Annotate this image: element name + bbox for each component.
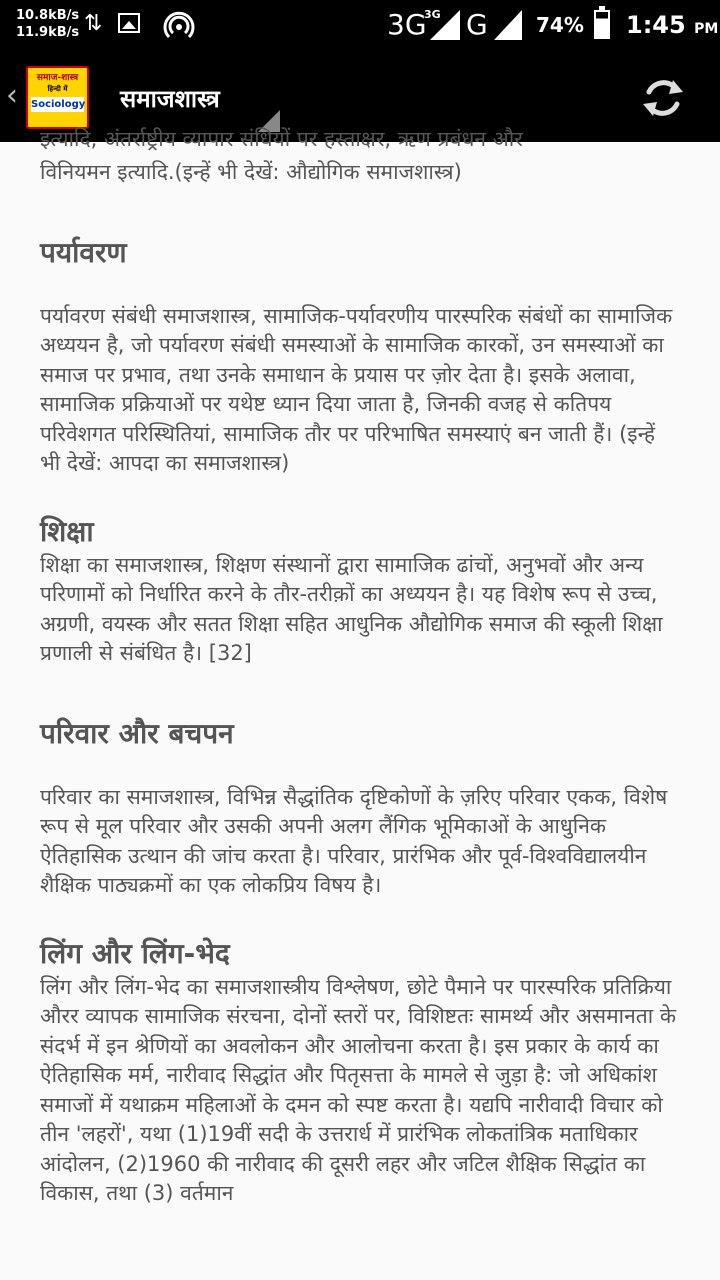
app-title[interactable]: समाजशास्त्र bbox=[120, 85, 220, 113]
net-down-speed: 10.8kB/s bbox=[16, 8, 80, 23]
article-content[interactable] bbox=[0, 127, 720, 1280]
section-body-environment: पर्यावरण संबंधी समाजशास्त्र, सामाजिक-पर्यावरणीय पारस्परिक संबंधों का सामाजिक अध्ययन है, जो पर्यावरण संबंधी समस्याओं के सामाजिक कारकों, उन समस्याओं का समाज पर प्रभाव, तथा उनके समाधान के प्रयास पर ज़ोर देता है। इसके अलावा, सामाजिक प्रक्रियाओं पर यथेष्ट ध्यान दिया जाता है, जिनकी वजह से कतिपय परिवेशगत परिस्थितियां, सामाजिक तौर पर परिभाषित समस्याएं बन जाती हैं। (इन्हें भी देखें: आपदा का समाजशास्त्र) bbox=[40, 303, 673, 475]
clock-suffix: PM bbox=[694, 21, 719, 37]
section-body-family: परिवार का समाजशास्त्र, विभिन्न सैद्धांतिक दृष्टिकोणों के ज़रिए परिवार एकक, विशेष रूप से मूल परिवार और उसकी अपनी अलग लैंगिक भूमिकाओं के आधुनिक ऐतिहासिक उत्थान की जांच करता है। परिवार, प्रारंभिक और पूर्व-विश्वविद्यालयीन शैक्षिक पाठ्यक्रमों का एक लोकप्रिय विषय है। bbox=[40, 784, 668, 897]
network-type-3g-small: 3G bbox=[424, 8, 441, 21]
data-transfer-icon: ⇅ bbox=[84, 11, 103, 36]
clock bbox=[626, 11, 718, 39]
signal-strength-icon bbox=[430, 10, 460, 40]
back-chevron-icon[interactable]: ‹ bbox=[6, 78, 18, 113]
logo-top-text: समाज-शास्त्र bbox=[36, 73, 79, 83]
app-logo[interactable] bbox=[26, 66, 89, 129]
status-bar bbox=[0, 0, 720, 52]
clock-time: 1:45 bbox=[626, 11, 686, 39]
network-speed bbox=[16, 7, 79, 41]
battery-percent: 74% bbox=[536, 13, 584, 37]
hotspot-icon bbox=[164, 10, 194, 44]
network-type-g: G bbox=[466, 8, 488, 41]
network-type-3g: 3G bbox=[387, 8, 427, 41]
cut-off-line: इत्यादि, अंतर्राष्ट्रीय व्यापार संधियों पर हस्ताक्षर, ऋण प्रबंधन और bbox=[40, 127, 523, 151]
section-heading-family: परिवार और बचपन bbox=[40, 716, 234, 750]
logo-bottom-text: Sociology bbox=[31, 99, 86, 110]
section-heading-environment: पर्यावरण bbox=[40, 235, 127, 269]
section-body-education: शिक्षा का समाजशास्त्र, शिक्षण संस्थानों द्वारा सामाजिक ढांचों, अनुभवों और अन्य परिणामों को निर्धारित करने के तौर-तरीक़ों का अध्ययन है। यह विशेष रूप से उच्च, अग्रणी, वयस्क और सतत शिक्षा सहित आधुनिक औद्योगिक समाज की स्कूली शिक्षा प्रणाली से संबंधित है। [32] bbox=[40, 552, 663, 665]
logo-mid-text: हिन्दी में bbox=[47, 85, 68, 93]
intro-tail-paragraph: विनियमन इत्यादि.(इन्हें भी देखें: औद्योगिक समाजशास्त्र) bbox=[40, 160, 462, 184]
net-up-speed: 11.9kB/s bbox=[16, 25, 80, 40]
section-body-gender: लिंग और लिंग-भेद का समाजशास्त्रीय विश्लेषण, छोटे पैमाने पर पारस्परिक प्रतिक्रिया औरर व्यापक सामाजिक संरचना, दोनों स्तरों पर, विशिष्टतः सामर्थ्य और असमानता के संदर्भ में इन श्रेणियों का अवलोकन और आलोचना करता है। इस प्रकार के कार्य का ऐतिहासिक मर्म, नारीवाद सिद्धांत और पितृसत्ता के मामले से जुड़ा है: जो अधिकांश समाजों में यथाक्रम महिलाओं के दमन को स्पष्ट करता है। यद्यपि नारीवादी विचार को तीन 'लहरों', यथा (1)19वीं सदी के उत्तरार्ध में प्रारंभिक लोकतांत्रिक मताधिकार आंदोलन, (2)1960 की नारीवाद की दूसरी लहर और जटिल शैक्षिक सिद्धांत का विकास, तथा (3) वर्तमान bbox=[40, 974, 676, 1205]
image-notification-icon bbox=[118, 13, 140, 33]
section-heading-education: शिक्षा bbox=[40, 514, 94, 548]
battery-icon bbox=[594, 10, 610, 39]
signal-strength-2-icon bbox=[494, 10, 522, 40]
section-heading-gender: लिंग और लिंग-भेद bbox=[40, 936, 230, 970]
refresh-icon[interactable] bbox=[637, 72, 689, 124]
